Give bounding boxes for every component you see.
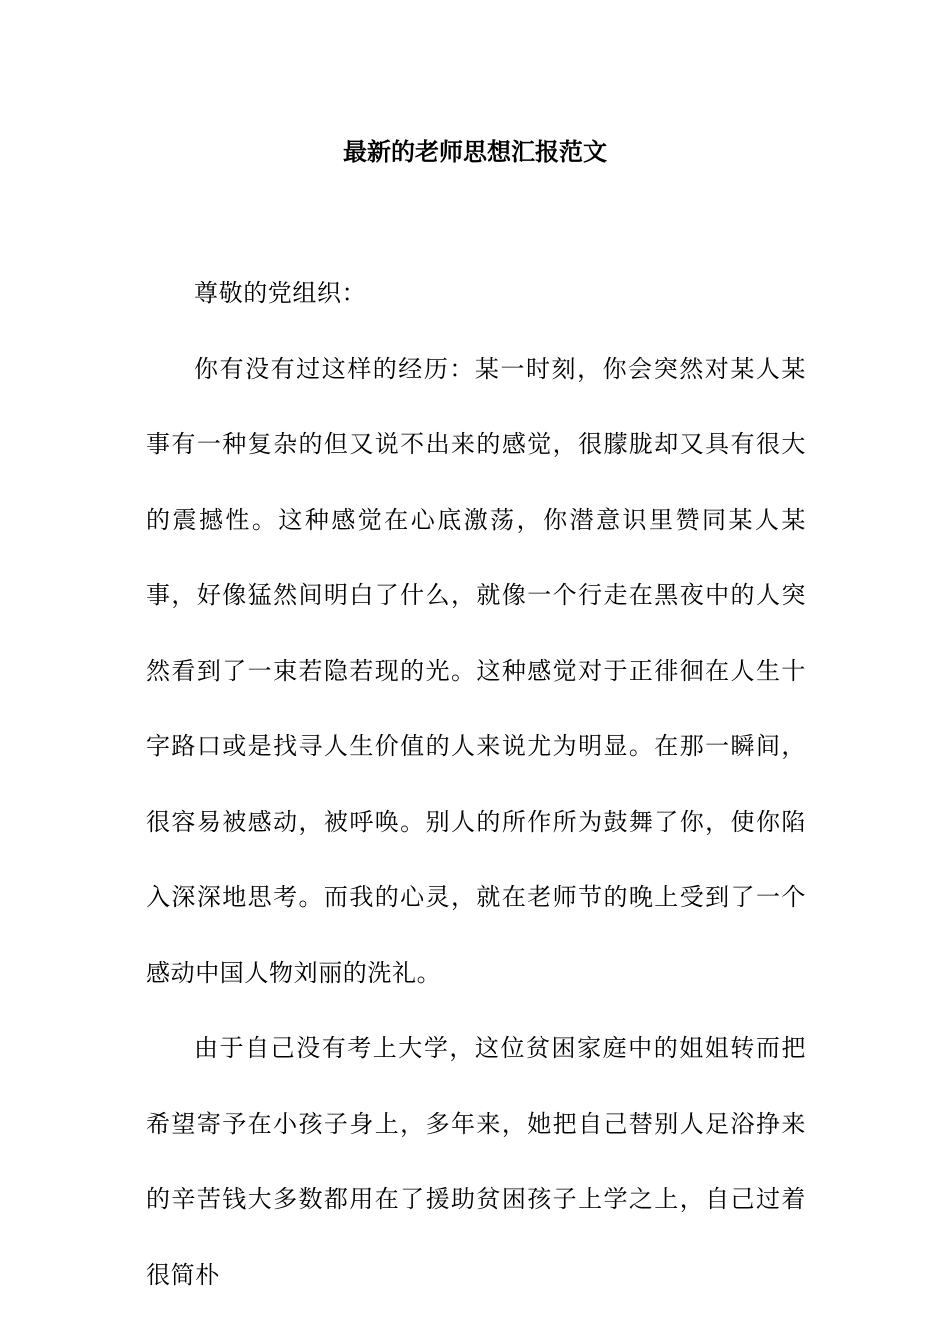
salutation-paragraph: 尊敬的党组织： [194, 279, 367, 307]
document-body [146, 256, 806, 1313]
body-paragraph: 由于自己没有考上大学，这位贫困家庭中的姐姐转而把希望寄予在小孩子身上，多年来，她把自己替别人足浴挣来的辛苦钱大多数都用在了援助贫困孩子上学之上，自己过着很简朴 [146, 1034, 806, 1289]
document-title: 最新的老师思想汇报范文 [343, 138, 607, 166]
body-paragraph: 你有没有过这样的经历：某一时刻，你会突然对某人某事有一种复杂的但又说不出来的感觉，很朦胧却又具有很大的震撼性。这种感觉在心底激荡，你潜意识里赞同某人某事，好像猛然间明白了什么，就像一个行走在黑夜中的人突然看到了一束若隐若现的光。这种感觉对于正徘徊在人生十字路口或是找寻人生价值的人来说尤为明显。在那一瞬间，很容易被感动，被呼唤。别人的所作所为鼓舞了你，使你陷入深深地思考。而我的心灵，就在老师节的晚上受到了一个感动中国人物刘丽的洗礼。 [146, 354, 806, 987]
